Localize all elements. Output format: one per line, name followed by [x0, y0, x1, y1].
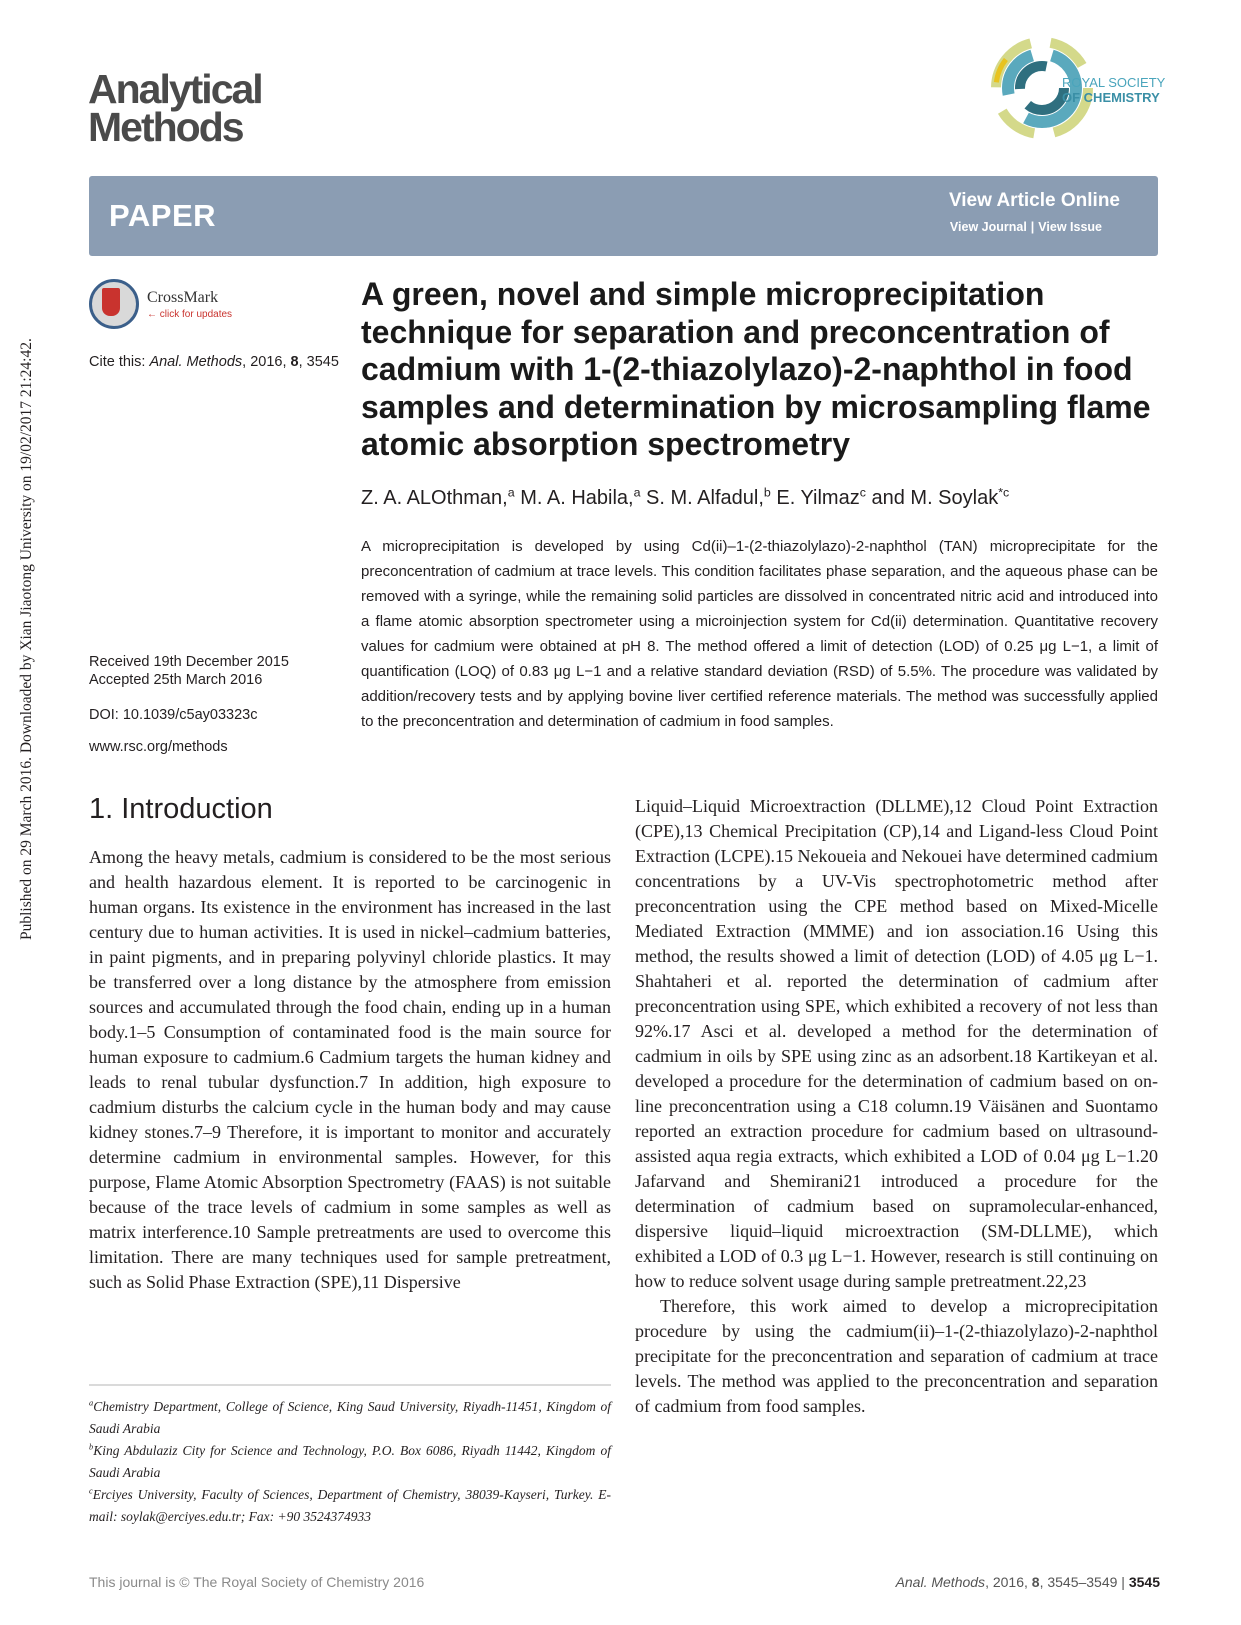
- publication-side-note: Published on 29 March 2016. Downloaded by Xian Jiaotong University on 19/02/2017 21:24:42.: [18, 338, 35, 940]
- crossmark-badge[interactable]: [89, 279, 269, 335]
- page-number: 3545: [1128, 1574, 1160, 1590]
- body-paragraph: Therefore, this work aimed to develop a microprecipitation procedure by using the cadmium(ii)–1-(2-thiazolylazo)-2-naphthol precipitate for the preconcentration and separation of cadmium at trace levels. The method was applied to the preconcentration and separation of cadmium from food samples.: [635, 1296, 1158, 1416]
- crossmark-bookmark-icon: [102, 288, 120, 316]
- footer-citation: Anal. Methods, 2016, 8, 3545–3549 | 3545: [895, 1574, 1160, 1590]
- link-separator: |: [1030, 220, 1035, 234]
- affiliation-mark: a: [633, 485, 641, 500]
- article-title: A green, novel and simple microprecipitation technique for separation and preconcentration of cadmium with 1-(2-thiazolylazo)-2-naphthol in food samples and determination by microsampling flame atomic absorption spectrometry: [361, 276, 1151, 462]
- view-links: [950, 220, 1102, 234]
- article-type-banner: [89, 176, 1158, 256]
- affiliation-mark: c: [859, 485, 866, 500]
- affiliation-footnotes: [89, 1396, 611, 1528]
- journal-title: [88, 66, 262, 150]
- author-list: [361, 487, 1009, 510]
- article-type-label: PAPER: [109, 198, 217, 233]
- body-column-right: [635, 794, 1158, 1419]
- view-issue-link[interactable]: View Issue: [1038, 220, 1102, 234]
- view-journal-link[interactable]: View Journal: [949, 220, 1027, 234]
- footnote: $^a$Chemistry Department, College of Science, King Saud University, Riyadh-11451, Kingdom of Saudi Arabia: [89, 1398, 611, 1436]
- rsc-logo[interactable]: [990, 32, 1165, 144]
- journal-url[interactable]: www.rsc.org/methods: [89, 739, 228, 755]
- svg-text:ROYAL SOCIETY: ROYAL SOCIETY: [1062, 75, 1165, 90]
- crossmark-subtitle: ← click for updates: [147, 309, 233, 320]
- journal-title-line1: Analytical: [88, 66, 262, 112]
- footnote: $^c$Erciyes University, Faculty of Sciences, Department of Chemistry, 38039-Kayseri, Turkey. E-mail: soylak@erciyes.edu.tr; Fax: +90 3524374933: [89, 1486, 611, 1524]
- body-paragraph: Liquid–Liquid Microextraction (DLLME),12 Cloud Point Extraction (CPE),13 Chemical Precipitation (CP),14 and Ligand-less Cloud Point Extraction (LCPE).15 Nekoueia and Nekouei have determined cadmium concentrations by a UV-Vis spectrophotometric method after preconcentration using the CPE method based on Mixed-Micelle Mediated Extraction (MMME) and ion association.16 Using this method, the results showed a limit of detection (LOD) of 4.05 μg L−1. Shahtaheri et al. reported the determination of cadmium after preconcentration using SPE, which exhibited a recovery of not less than 92%.17 Asci et al. developed a method for the determination of cadmium in oils by SPE using zinc as an adsorbent.18 Kartikeyan et al. developed a procedure for the determination of cadmium based on on-line preconcentration using a C18 column.19 Väisänen and Suontamo reported an extraction procedure for cadmium based on ultrasound-assisted aqua regia extracts, which exhibited a LOD of 0.04 μg L−1.20 Jafarvand and Shemirani21 introduced a procedure for the determination of cadmium based on supramolecular-enhanced, dispersive liquid–liquid microextraction (SM-DLLME), which exhibited a LOD of 0.3 μg L−1. However, research is still continuing on how to reduce solvent usage during sample pretreatment.22,23: [635, 796, 1158, 1291]
- author: Z. A. ALOthman,: [361, 487, 508, 509]
- rsc-emblem-icon: [990, 32, 1165, 144]
- crossmark-title: CrossMark: [147, 289, 219, 306]
- footnote: $^b$King Abdulaziz City for Science and Technology, P.O. Box 6086, Riyadh 11442, Kingdom of Saudi Arabia: [89, 1442, 611, 1480]
- footer-copyright: This journal is © The Royal Society of Chemistry 2016: [89, 1574, 425, 1590]
- affiliation-mark: *c: [998, 485, 1010, 500]
- author: and M. Soylak: [865, 487, 999, 509]
- accepted-date: Accepted 25th March 2016: [89, 672, 263, 688]
- citation: Cite this: Anal. Methods, 2016, 8, 3545: [89, 354, 339, 370]
- author: E. Yilmaz: [770, 487, 860, 509]
- received-date: Received 19th December 2015: [89, 654, 289, 670]
- footnote-divider: [89, 1384, 611, 1386]
- affiliation-mark: a: [507, 485, 515, 500]
- view-article-online-link[interactable]: View Article Online: [948, 190, 1120, 211]
- journal-title-line2: Methods: [88, 104, 243, 150]
- doi[interactable]: DOI: 10.1039/c5ay03323c: [89, 707, 258, 723]
- body-column-left: Among the heavy metals, cadmium is considered to be the most serious and health hazardous element. It is reported to be carcinogenic in human organs. Its existence in the environment has increased in the last century due to human activities. It is used in nickel–cadmium batteries, in paint pigments, and in preparing polyvinyl chloride plastics. It may be transferred over a long distance by the atmosphere from emission sources and accumulated through the food chain, ending up in a human body.1–5 Consumption of contaminated food is the main source for human exposure to cadmium.6 Cadmium targets the human kidney and leads to renal tubular dysfunction.7 In addition, high exposure to cadmium disturbs the calcium cycle in the human body and may cause kidney stones.7–9 Therefore, it is important to monitor and accurately determine cadmium in environmental samples. However, for this purpose, Flame Atomic Absorption Spectrometry (FAAS) is not suitable because of the trace levels of cadmium in some samples as well as matrix interference.10 Sample pretreatments are used to overcome this limitation. There are many techniques used for sample pretreatment, such as Solid Phase Extraction (SPE),11 Dispersive: [89, 847, 611, 1292]
- author: M. A. Habila,: [514, 487, 634, 509]
- abstract: A microprecipitation is developed by using Cd(ii)–1-(2-thiazolylazo)-2-naphthol (TAN) microprecipitate for the preconcentration of cadmium at trace levels. This condition facilitates phase separation, and the aqueous phase can be removed with a syringe, while the remaining solid particles are dissolved in concentrated nitric acid and introduced into a flame atomic absorption spectrometer using a microinjection system for Cd(ii) determination. Quantitative recovery values for cadmium were obtained at pH 8. The method offered a limit of detection (LOD) of 0.25 μg L−1, a limit of quantification (LOQ) of 0.83 μg L−1 and a relative standard deviation (RSD) of 5.5%. The procedure was validated by addition/recovery tests and by applying bovine liver certified reference materials. The method was successfully applied to the preconcentration and determination of cadmium in food samples.: [361, 538, 1158, 730]
- author: S. M. Alfadul,: [640, 487, 764, 509]
- section-heading-introduction: 1. Introduction: [89, 793, 273, 825]
- svg-text:OF CHEMISTRY: OF CHEMISTRY: [1062, 90, 1160, 105]
- affiliation-mark: b: [763, 485, 771, 500]
